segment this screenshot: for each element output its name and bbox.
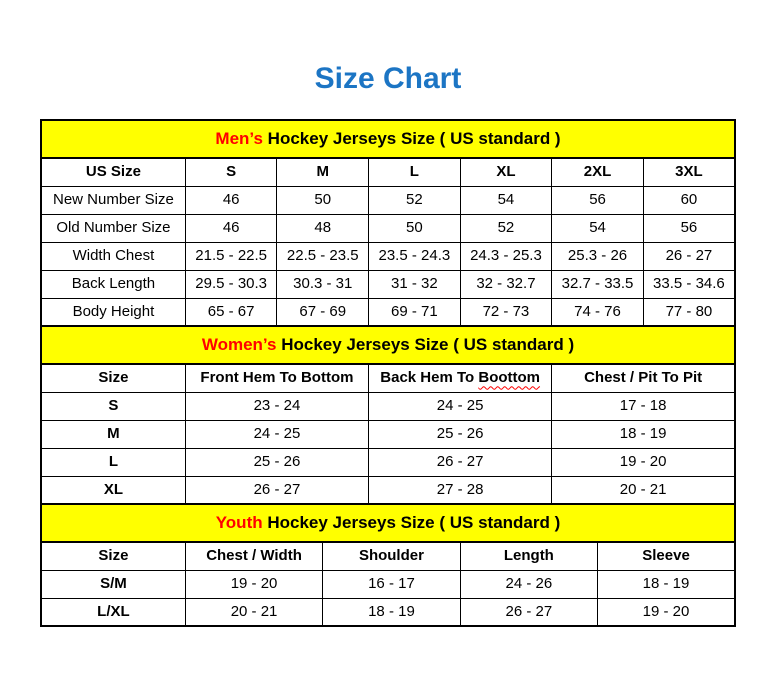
column-header-cell: XL (460, 158, 552, 186)
row-label-cell: Body Height (41, 298, 185, 326)
misspelled-word: Boottom (478, 369, 541, 387)
column-header-cell: US Size (41, 158, 185, 186)
data-cell: 27 - 28 (369, 476, 552, 504)
data-cell: 23 - 24 (185, 392, 368, 420)
data-cell: 56 (552, 186, 644, 214)
row-label-cell: L/XL (41, 598, 185, 626)
data-cell: 16 - 17 (323, 570, 460, 598)
data-cell: 50 (277, 186, 369, 214)
column-header-cell: Size (41, 364, 185, 392)
data-cell: 18 - 19 (323, 598, 460, 626)
row-label-cell: Width Chest (41, 242, 185, 270)
column-header-cell: Chest / Pit To Pit (552, 364, 735, 392)
womens-banner-highlight: Women’s (201, 335, 277, 354)
youth-banner-text: Hockey Jerseys Size ( US standard ) (262, 513, 561, 532)
data-cell: 22.5 - 23.5 (277, 242, 369, 270)
youth-table-banner (40, 503, 736, 543)
column-header-cell: 3XL (643, 158, 735, 186)
data-cell: 31 - 32 (369, 270, 461, 298)
data-cell: 60 (643, 186, 735, 214)
mens-size-section (40, 119, 736, 327)
mens-tbody (41, 158, 735, 326)
data-cell: 26 - 27 (369, 448, 552, 476)
womens-tbody (41, 364, 735, 504)
data-cell: 20 - 21 (185, 598, 322, 626)
mens-banner-text: Hockey Jerseys Size ( US standard ) (262, 129, 561, 148)
data-cell: 21.5 - 22.5 (185, 242, 277, 270)
data-cell: 65 - 67 (185, 298, 277, 326)
data-cell: 33.5 - 34.6 (643, 270, 735, 298)
column-header-cell: 2XL (552, 158, 644, 186)
column-header-cell: L (369, 158, 461, 186)
mens-banner-highlight: Men’s (215, 129, 263, 148)
column-header-cell: Chest / Width (185, 542, 322, 570)
table-row (41, 476, 735, 504)
table-row (41, 270, 735, 298)
data-cell: 19 - 20 (185, 570, 322, 598)
table-row (41, 242, 735, 270)
data-cell: 48 (277, 214, 369, 242)
table-row (41, 392, 735, 420)
row-label-cell: Back Length (41, 270, 185, 298)
womens-size-table (40, 363, 736, 505)
column-header-cell: S (185, 158, 277, 186)
table-row (41, 214, 735, 242)
data-cell: 26 - 27 (643, 242, 735, 270)
row-label-cell: Old Number Size (41, 214, 185, 242)
table-header-row (41, 542, 735, 570)
column-header-cell: Back Hem To Boottom (369, 364, 552, 392)
womens-banner-text: Hockey Jerseys Size ( US standard ) (276, 335, 575, 354)
table-row (41, 298, 735, 326)
womens-size-section (40, 325, 736, 505)
data-cell: 25.3 - 26 (552, 242, 644, 270)
data-cell: 20 - 21 (552, 476, 735, 504)
data-cell: 46 (185, 186, 277, 214)
data-cell: 24 - 25 (185, 420, 368, 448)
youth-size-table (40, 541, 736, 627)
data-cell: 18 - 19 (598, 570, 735, 598)
data-cell: 32 - 32.7 (460, 270, 552, 298)
data-cell: 26 - 27 (460, 598, 597, 626)
data-cell: 25 - 26 (185, 448, 368, 476)
column-header-cell: Sleeve (598, 542, 735, 570)
data-cell: 77 - 80 (643, 298, 735, 326)
data-cell: 74 - 76 (552, 298, 644, 326)
data-cell: 50 (369, 214, 461, 242)
data-cell: 52 (460, 214, 552, 242)
youth-tbody (41, 542, 735, 626)
column-header-cell: M (277, 158, 369, 186)
data-cell: 29.5 - 30.3 (185, 270, 277, 298)
row-label-cell: M (41, 420, 185, 448)
column-header-cell: Front Hem To Bottom (185, 364, 368, 392)
data-cell: 54 (552, 214, 644, 242)
column-header-cell: Length (460, 542, 597, 570)
womens-table-banner (40, 325, 736, 365)
page-title: Size Chart (314, 62, 462, 95)
youth-size-section (40, 503, 736, 627)
youth-banner-highlight: Youth (215, 513, 263, 532)
data-cell: 18 - 19 (552, 420, 735, 448)
data-cell: 46 (185, 214, 277, 242)
data-cell: 32.7 - 33.5 (552, 270, 644, 298)
table-row (41, 570, 735, 598)
column-header-cell: Size (41, 542, 185, 570)
data-cell: 54 (460, 186, 552, 214)
data-cell: 72 - 73 (460, 298, 552, 326)
data-cell: 30.3 - 31 (277, 270, 369, 298)
mens-size-table (40, 157, 736, 327)
data-cell: 19 - 20 (598, 598, 735, 626)
mens-table-banner (40, 119, 736, 159)
table-header-row (41, 158, 735, 186)
row-label-cell: XL (41, 476, 185, 504)
data-cell: 19 - 20 (552, 448, 735, 476)
data-cell: 17 - 18 (552, 392, 735, 420)
data-cell: 24 - 26 (460, 570, 597, 598)
table-header-row (41, 364, 735, 392)
table-row (41, 448, 735, 476)
size-tables (40, 119, 736, 627)
row-label-cell: New Number Size (41, 186, 185, 214)
column-header-cell: Shoulder (323, 542, 460, 570)
table-row (41, 186, 735, 214)
data-cell: 24.3 - 25.3 (460, 242, 552, 270)
data-cell: 23.5 - 24.3 (369, 242, 461, 270)
data-cell: 26 - 27 (185, 476, 368, 504)
row-label-cell: L (41, 448, 185, 476)
data-cell: 69 - 71 (369, 298, 461, 326)
table-row (41, 420, 735, 448)
data-cell: 67 - 69 (277, 298, 369, 326)
data-cell: 25 - 26 (369, 420, 552, 448)
data-cell: 24 - 25 (369, 392, 552, 420)
table-row (41, 598, 735, 626)
data-cell: 52 (369, 186, 461, 214)
data-cell: 56 (643, 214, 735, 242)
row-label-cell: S (41, 392, 185, 420)
row-label-cell: S/M (41, 570, 185, 598)
